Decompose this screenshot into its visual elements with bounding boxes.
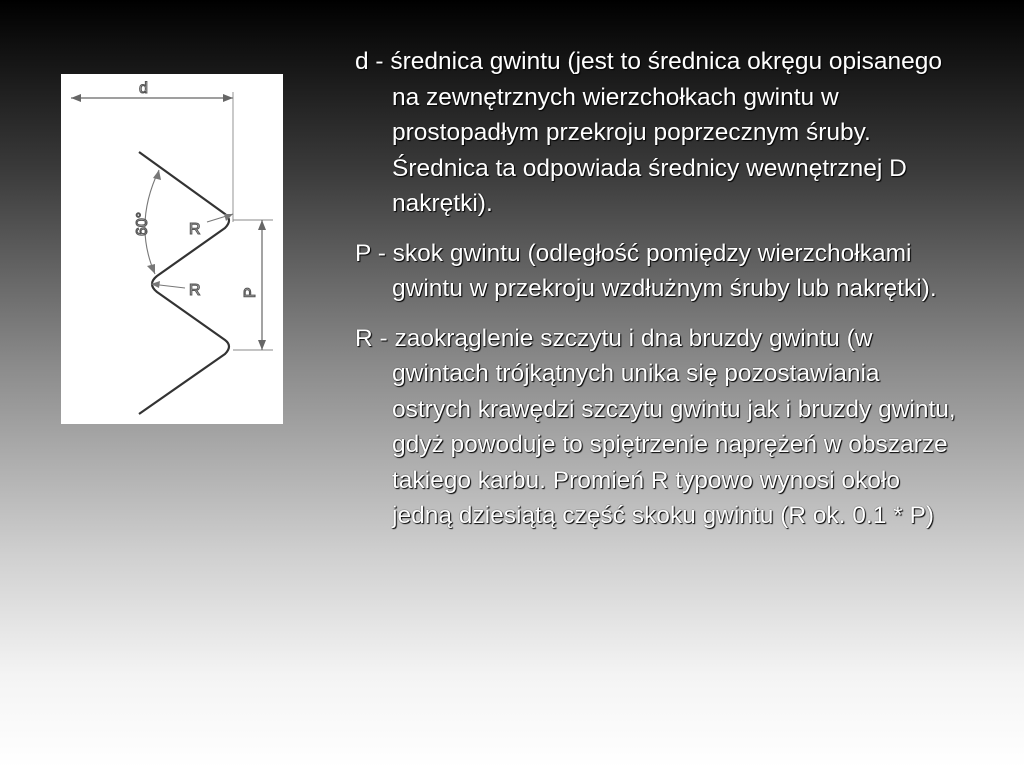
arrow-bottom-p [258, 340, 266, 350]
arrow-right-d [223, 94, 233, 102]
definition-r: R - zaokrąglenie szczytu i dna bruzdy gwintu (w gwintach trójkątnych unika się pozostawiania ostrych krawędzi szczytu gwintu jak i bruzdy gwintu, gdyż powoduje to spiętrzenie naprężeń w obszarze takiego karbu. Promień R typowo wynosi około jedną dziesiątą część skoku gwintu (R ok. 0.1 * P) [355, 324, 956, 529]
arrow-top-p [258, 220, 266, 230]
definition-d: d - średnica gwintu (jest to średnica okręgu opisanego na zewnętrznych wierzchołkach gwintu w prostopadłym przekroju poprzecznym śruby. Średnica ta odpowiada średnicy wewnętrznej D nakrętki). [355, 48, 942, 217]
label-d: d [139, 80, 148, 97]
arrow-left-d [71, 94, 81, 102]
angle-arrow-top [153, 170, 161, 180]
label-angle: 60° [134, 211, 151, 236]
thread-profile-line [139, 152, 229, 414]
angle-arrow-bottom [147, 264, 155, 274]
thread-profile-figure [61, 74, 283, 424]
label-p: P [242, 287, 259, 298]
definition-p: P - skok gwintu (odległość pomiędzy wierzchołkami gwintu w przekroju wzdłużnym śruby lub nakrętki). [355, 239, 937, 302]
definitions-list [355, 44, 965, 548]
label-r-upper: R [189, 221, 201, 238]
thread-profile-drawing [61, 74, 283, 424]
label-r-lower: R [189, 282, 201, 299]
